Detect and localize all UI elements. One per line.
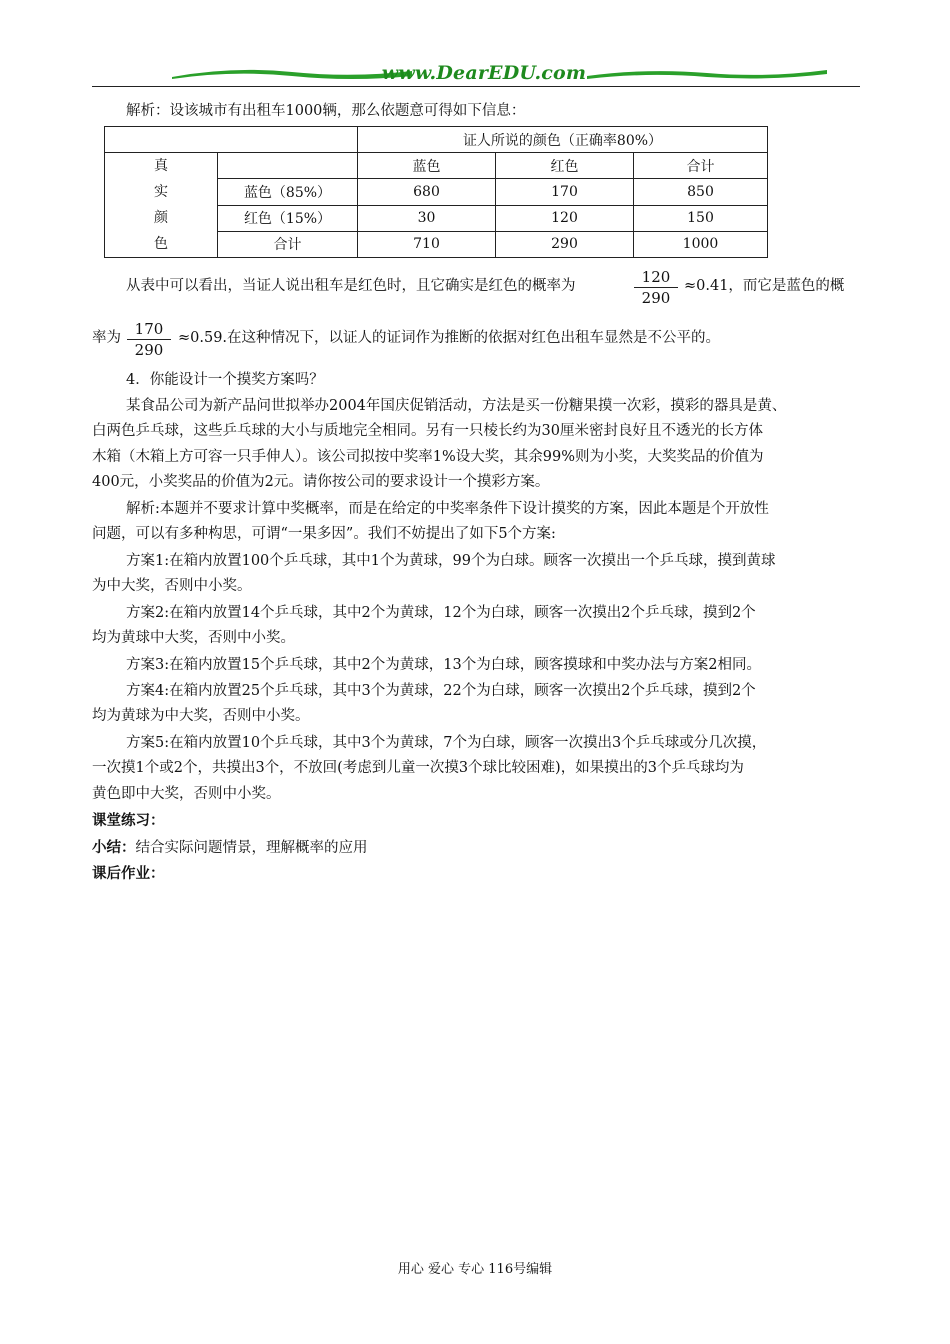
- summary-label: 小结：: [92, 839, 136, 856]
- fraction-numerator: 170: [134, 320, 164, 338]
- paragraph-line: 问题，可以有多种构思，可谓“一果多因”。我们不妨提出了如下5个方案:: [92, 526, 556, 542]
- fraction-bar: [127, 339, 171, 340]
- paragraph-line: 解析:本题并不要求计算中奖概率，而是在给定的中奖率条件下设计摸奖的方案，因此本题是个开放性: [126, 501, 769, 517]
- witness-header-cell: 证人所说的颜色（正确率80%）: [358, 127, 768, 153]
- question4-title: 4．你能设计一个摸奖方案吗？: [126, 372, 324, 388]
- color-probability-table: [104, 126, 768, 258]
- plan-line: 方案5:在箱内放置10个乒乓球，其中3个为黄球，7个为白球，顾客一次摸出3个乒乓球或分几次摸，: [126, 735, 767, 751]
- true-color-label-cell: [105, 153, 218, 258]
- fraction-denominator: 290: [134, 341, 164, 359]
- plan-line: 为中大奖，否则中小奖。: [92, 578, 252, 594]
- column-header-total: 合计: [634, 153, 768, 179]
- fraction-bar: [634, 287, 678, 288]
- plan-line: 黄色即中大奖，否则中小奖。: [92, 786, 281, 802]
- summary-text: 结合实际问题情景，理解概率的应用: [135, 840, 368, 856]
- table-cell: 290: [496, 231, 634, 257]
- analysis-line2-after: ≈0.59.在这种情况下，以证人的证词作为推断的依据对红色出租车显然是不公平的。: [178, 330, 721, 346]
- summary-line: [92, 838, 368, 858]
- paragraph-line: 白两色乒乓球，这些乒乓球的大小与质地完全相同。另有一只棱长约为30厘米密封良好且不透光的长方体: [92, 423, 763, 439]
- table-cell: 680: [358, 179, 496, 205]
- table-cell: 120: [496, 205, 634, 231]
- site-logo: www.DearEDU.com: [381, 62, 587, 84]
- row-label: 红色（15%）: [218, 205, 358, 231]
- homework-heading: 课后作业：: [92, 865, 165, 882]
- practice-heading: 课堂练习：: [92, 812, 165, 829]
- column-header-blue: 蓝色: [358, 153, 496, 179]
- table-cell: 150: [634, 205, 768, 231]
- table-row: [105, 153, 768, 179]
- page-footer: 用心 爱心 专心 116号编辑: [397, 1262, 553, 1277]
- fraction-numerator: 120: [641, 268, 671, 286]
- vertical-char: 实: [154, 184, 168, 200]
- fraction-120-290: [632, 268, 680, 307]
- table-row: [105, 127, 768, 153]
- plan-line: 均为黄球为中大奖，否则中小奖。: [92, 708, 310, 724]
- page-header: [92, 60, 860, 90]
- paragraph-line: 400元，小奖奖品的价值为2元。请你按公司的要求设计一个摸彩方案。: [92, 474, 550, 490]
- plan-line: 方案1:在箱内放置100个乒乓球，其中1个为黄球，99个为白球。顾客一次摸出一个乒乓球，摸到黄球: [126, 553, 776, 569]
- vertical-char: 颜: [154, 210, 168, 226]
- row-label: 蓝色（85%）: [218, 179, 358, 205]
- row-label: 合计: [218, 231, 358, 257]
- paragraph-line: 某食品公司为新产品问世拟举办2004年国庆促销活动，方法是买一份糖果摸一次彩，摸彩的器具是黄、: [126, 398, 787, 414]
- plan-line: 方案4:在箱内放置25个乒乓球，其中3个为黄球，22个为白球，顾客一次摸出2个乒乓球，摸到2个: [126, 683, 756, 699]
- intro-text: 解析：设该城市有出租车1000辆，那么依题意可得如下信息：: [126, 103, 526, 119]
- right-swoosh-decoration: [587, 68, 827, 80]
- vertical-char: 色: [154, 236, 168, 252]
- table-cell-empty: [105, 127, 358, 153]
- header-rule: [92, 86, 860, 87]
- plan-line: 均为黄球中大奖，否则中小奖。: [92, 630, 295, 646]
- table-cell: 170: [496, 179, 634, 205]
- analysis-line2-before: 率为: [92, 330, 121, 346]
- fraction-denominator: 290: [641, 289, 671, 307]
- plan-line: 一次摸1个或2个，共摸出3个，不放回(考虑到儿童一次摸3个球比较困难)，如果摸出的3个乒乓球均为: [92, 760, 744, 776]
- table-cell: 850: [634, 179, 768, 205]
- paragraph-line: 木箱（木箱上方可容一只手伸人）。该公司拟按中奖率1%设大奖，其余99%则为小奖，大奖奖品的价值为: [92, 449, 764, 465]
- column-header-red: 红色: [496, 153, 634, 179]
- table-cell: 1000: [634, 231, 768, 257]
- table-cell: 710: [358, 231, 496, 257]
- table-cell: 30: [358, 205, 496, 231]
- plan-line: 方案2:在箱内放置14个乒乓球，其中2个为黄球，12个为白球，顾客一次摸出2个乒乓球，摸到2个: [126, 605, 756, 621]
- analysis-line1-after: ≈0.41，而它是蓝色的概: [684, 278, 845, 294]
- vertical-char: 真: [154, 158, 168, 174]
- table-cell-empty: [218, 153, 358, 179]
- fraction-170-290: [125, 320, 173, 359]
- analysis-line1-before: 从表中可以看出，当证人说出租车是红色时，且它确实是红色的概率为: [126, 278, 576, 294]
- plan-line: 方案3:在箱内放置15个乒乓球，其中2个为黄球，13个为白球，顾客摸球和中奖办法与方案2相同。: [126, 657, 761, 673]
